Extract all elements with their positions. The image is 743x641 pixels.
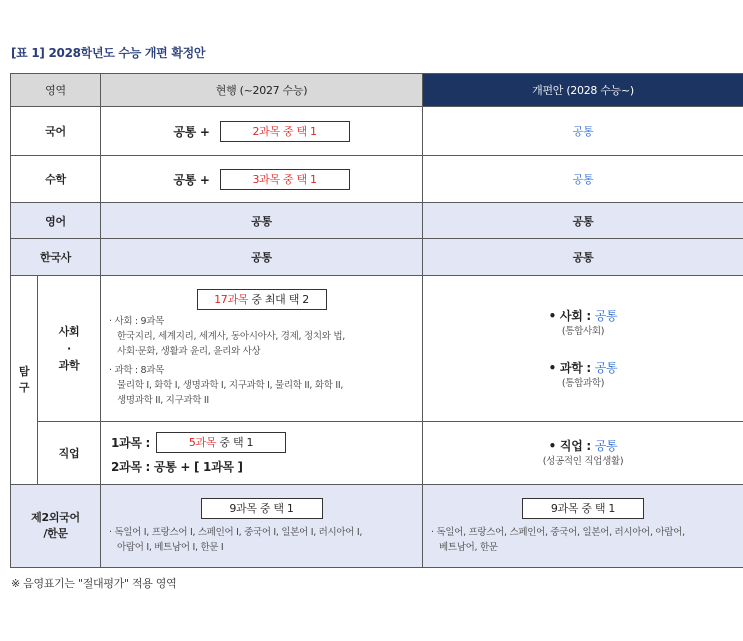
reform-table (10, 73, 743, 568)
row-vocational (11, 422, 743, 485)
table-title: [표 1] 2028학년도 수능 개편 확정안 (11, 46, 206, 60)
row-social-science (11, 276, 743, 422)
foreign-current-list-1: · 독일어 I, 프랑스어 I, 스페인어 I, 중국어 I, 일본어 I, 러시아어 I, (109, 526, 363, 538)
label-science: 과학 (58, 359, 80, 372)
math-common-prefix: 공통 + (173, 172, 210, 187)
subject-foreign (11, 485, 101, 568)
science-head: · 과학 : 8과목 (109, 365, 165, 376)
subject-social-science (38, 276, 101, 422)
math-reform: 공통 (423, 156, 743, 203)
label-social: 사회 (58, 325, 80, 338)
foreign-current (101, 485, 423, 568)
social-science-box-rest: 중 최대 택 2 (248, 293, 309, 306)
header-row (11, 74, 743, 107)
label-dot: · (67, 342, 71, 355)
row-math (11, 156, 743, 203)
subject-korean-history: 한국사 (11, 239, 101, 276)
korean-choice-box (220, 121, 350, 142)
korean-current (101, 107, 423, 156)
history-current: 공통 (101, 239, 423, 276)
science-list-1: 물리학 I, 화학 I, 생명과학 I, 지구과학 I, 물리학 II, 화학 II, (117, 380, 344, 391)
reform-science-value: 공통 (594, 360, 618, 375)
korean-box-count: 2과목 (252, 124, 280, 138)
vocational-current (101, 422, 423, 485)
vocational-box-count: 5과목 (188, 435, 217, 449)
foreign-reform-box: 9과목 중 택 1 (522, 498, 644, 519)
english-reform: 공통 (423, 203, 743, 239)
vocational-choice-box (156, 432, 286, 453)
history-reform: 공통 (423, 239, 743, 276)
social-head: · 사회 : 9과목 (109, 316, 165, 327)
social-list-2: 사회·문화, 생활과 윤리, 윤리와 사상 (117, 346, 261, 357)
social-science-current (101, 276, 423, 422)
social-science-choice-box (197, 289, 327, 310)
subject-inquiry (11, 276, 38, 485)
reform-social-note: (통합사회) (561, 325, 605, 337)
header-reform: 개편안 (2028 수능~) (423, 74, 743, 107)
reform-vocational-label: • 직업 : (548, 439, 595, 453)
foreign-label-1: 제2외국어 (31, 511, 80, 524)
row-korean-history (11, 239, 743, 276)
row-english (11, 203, 743, 239)
math-box-rest: 중 택 1 (279, 172, 317, 186)
korean-box-rest: 중 택 1 (279, 124, 317, 138)
korean-reform: 공통 (423, 107, 743, 156)
foreign-reform-list-1: · 독일어, 프랑스어, 스페인어, 중국어, 일본어, 러시아어, 아랍어, (431, 526, 685, 538)
foreign-reform-list-2: 베트남어, 한문 (439, 541, 498, 553)
vocational-reform (423, 422, 743, 485)
reform-social-value: 공통 (594, 308, 618, 323)
reform-vocational-note: (성공적인 직업생활) (542, 456, 624, 467)
foreign-current-list-2: 아랍어 I, 베트남어 I, 한문 I (117, 541, 224, 553)
vocational-line1-prefix: 1과목 : (111, 435, 151, 450)
math-choice-box (220, 169, 350, 190)
inquiry-label: 탐구 (18, 365, 30, 394)
subject-vocational: 직업 (38, 422, 101, 485)
vocational-box-rest: 중 택 1 (216, 435, 254, 449)
row-korean (11, 107, 743, 156)
foreign-current-box: 9과목 중 택 1 (201, 498, 323, 519)
math-current (101, 156, 423, 203)
reform-social-label: • 사회 : (548, 308, 595, 323)
subject-english: 영어 (11, 203, 101, 239)
math-box-count: 3과목 (252, 172, 280, 186)
foreign-label-2: /한문 (43, 527, 68, 540)
science-list-2: 생명과학 II, 지구과학 II (117, 395, 209, 406)
footnote: ※ 음영표기는 "절대평가" 적용 영역 (11, 577, 177, 590)
row-foreign (11, 485, 743, 568)
reform-science-label: • 과학 : (548, 360, 595, 375)
reform-science-note: (통합과학) (561, 377, 605, 389)
social-science-box-count: 17과목 (214, 293, 249, 306)
reform-vocational-value: 공통 (594, 439, 618, 453)
social-science-reform (423, 276, 743, 422)
english-current: 공통 (101, 203, 423, 239)
vocational-line2: 2과목 : 공통 + [ 1과목 ] (111, 459, 243, 474)
social-list-1: 한국지리, 세계지리, 세계사, 동아시아사, 경제, 정치와 법, (117, 331, 345, 342)
header-current: 현행 (~2027 수능) (101, 74, 423, 107)
header-area: 영역 (11, 74, 101, 107)
subject-korean: 국어 (11, 107, 101, 156)
korean-common-prefix: 공통 + (173, 124, 210, 139)
subject-math: 수학 (11, 156, 101, 203)
foreign-reform (423, 485, 743, 568)
